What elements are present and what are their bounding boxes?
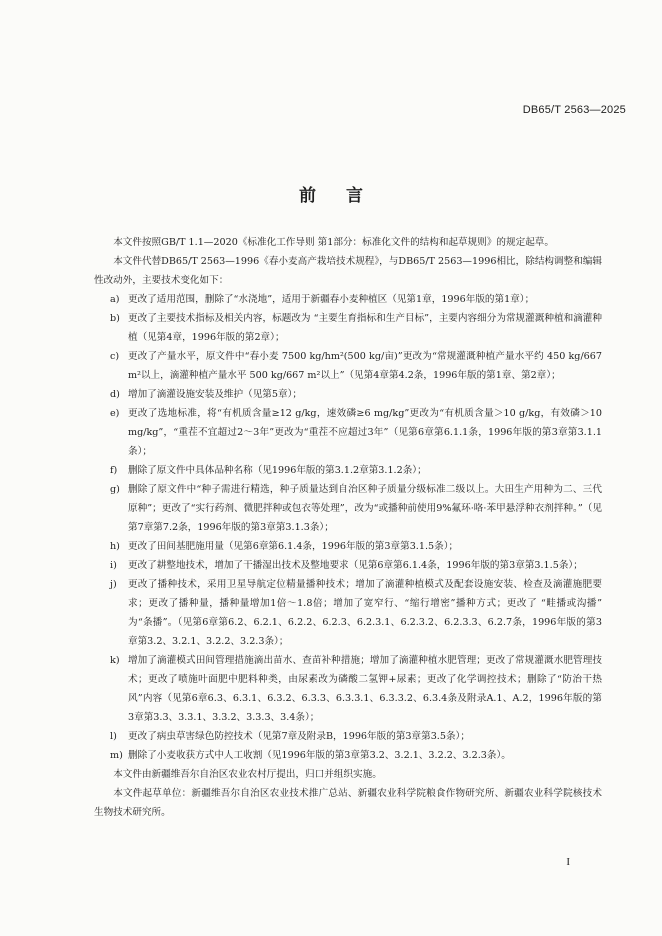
list-item-text: 删除了小麦收获方式中人工收割（见1996年版的第3章第3.2、3.2.1、3.2.2、3.2.3条）。 — [128, 750, 511, 761]
change-list-item — [94, 385, 602, 404]
list-marker: k) — [110, 655, 120, 666]
intro-paragraph: 本文件代替DB65/T 2563—1996《春小麦高产栽培技术规程》，与DB65/T 2563—1996相比，除结构调整和编辑性改动外，主要技术变化如下： — [94, 256, 602, 286]
list-marker: f) — [110, 465, 118, 476]
list-item-text: 更改了病虫草害绿色防控技术（见第7章及附录B，1996年版的第3章第3.5条）； — [128, 731, 470, 742]
change-list-item — [94, 347, 602, 385]
change-list-item — [94, 290, 602, 309]
list-item-text: 更改了田间基肥施用量（见第6章第6.1.4条，1996年版的第3章第3.1.5条）； — [128, 541, 459, 552]
list-marker: l) — [110, 731, 117, 742]
change-list-item — [94, 651, 602, 727]
change-list-item — [94, 556, 602, 575]
list-marker: g) — [110, 484, 120, 495]
list-marker: i) — [110, 560, 117, 571]
change-list-item — [94, 727, 602, 746]
list-item-text: 更改了主要技术指标及相关内容，标题改为 “主要生育指标和生产目标”，主要内容细分为常规灌溉种植和滴灌种植（见第4章，1996年版的第2章）； — [128, 313, 602, 343]
change-list-item — [94, 746, 602, 765]
change-list-item — [94, 480, 602, 537]
change-list-item — [94, 309, 602, 347]
list-item-text: 更改了产量水平，原文件中“春小麦 7500 kg/hm²(500 kg/亩)”更改为“常规灌溉种植产量水平约 450 kg/667 m²以上，滴灌种植产量水平 500 kg/667 m²以上”（见第4章第4.2条，1996年版的第1章、第2章）； — [128, 351, 602, 381]
list-marker: c) — [110, 351, 120, 362]
page-number: I — [566, 856, 570, 868]
list-item-text: 增加了滴灌设施安装及维护（见第5章）； — [128, 389, 302, 400]
list-item-text: 更改了适用范围，删除了“水浇地”，适用于新疆春小麦种植区（见第1章，1996年版的第1章）； — [128, 294, 535, 305]
intro-paragraph: 本文件按照GB/T 1.1—2020《标准化工作导则 第1部分：标准化文件的结构和起草规则》的规定起草。 — [113, 237, 554, 248]
list-marker: a) — [110, 294, 120, 305]
list-item-text: 更改了耕整地技术，增加了干播湿出技术及整地要求（见第6章第6.1.4条，1996年版的第3章第3.1.5条）； — [128, 560, 583, 571]
list-item-text: 更改了选地标准，将“有机质含量≥12 g/kg，速效磷≥6 mg/kg”更改为“有机质含量＞10 g/kg，有效磷＞10 mg/kg”，“重茬不宜超过2～3年”更改为“重茬不应超过3年”（见第6章第6.1.1条，1996年版的第3章第3.1.1条）； — [128, 408, 602, 457]
change-list-item — [94, 404, 602, 461]
list-marker: m) — [110, 750, 123, 761]
page-title: 前言 — [299, 186, 393, 206]
body-text — [94, 233, 602, 822]
list-item-text: 增加了滴灌模式田间管理措施滴出苗水、查苗补种措施；增加了滴灌种植水肥管理；更改了常规灌溉水肥管理技术；更改了喷施叶面肥中肥料种类，由尿素改为磷酸二氢钾+尿素；更改了化学调控技术；删除了“防治干热风”内容（见第6章6.3、6.3.1、6.3.2、6.3.3、6.3.3.1、6.3.3.2、6.3.4条及附录A.1、A.2，1996年版的第3章第3.3、3.3.1、3.3.2、3.3.3、3.4条）； — [128, 655, 602, 723]
change-list-item — [94, 537, 602, 556]
list-marker: b) — [110, 313, 120, 324]
list-item-text: 更改了播种技术，采用卫星导航定位精量播种技术；增加了滴灌种植模式及配套设施安装、检查及滴灌施肥要求；更改了播种量，播种量增加1倍～1.8倍；增加了宽窄行、“缩行增密”播种方式；更改了 “畦播或沟播” 为“条播”。（见第6章第6.2、6.2.1、6.2.2、6.2.3、6.2.3.1、6.2.3.2、6.2.3.3、6.2.7条，1996年版的第3章第3.2、3.2.1、3.2.2、3.2.3条）； — [128, 579, 602, 647]
change-list-item — [94, 575, 602, 651]
list-item-text: 删除了原文件中“种子需进行精选，种子质量达到自治区种子质量分级标准二级以上。大田生产用种为二、三代原种”；更改了“实行药剂、微肥拌种或包衣等处理”，改为“或播种前使用9%氟环·咯·苯甲悬浮种衣剂拌种。”（见第7章第7.2条，1996年版的第3章第3.1.3条）； — [128, 484, 602, 533]
document-code: DB65/T 2563—2025 — [522, 104, 626, 116]
closing-paragraph: 本文件起草单位：新疆维吾尔自治区农业技术推广总站、新疆农业科学院粮食作物研究所、新疆农业科学院核技术生物技术研究所。 — [94, 788, 602, 818]
list-marker: h) — [110, 541, 120, 552]
change-list — [94, 290, 602, 765]
closing-paragraph: 本文件由新疆维吾尔自治区农业农村厅提出，归口并组织实施。 — [113, 769, 382, 780]
list-marker: j) — [110, 579, 117, 590]
list-marker: e) — [110, 408, 120, 419]
list-marker: d) — [110, 389, 120, 400]
list-item-text: 删除了原文件中具体品种名称（见1996年版的第3.1.2章第3.1.2条）； — [128, 465, 427, 476]
change-list-item — [94, 461, 602, 480]
